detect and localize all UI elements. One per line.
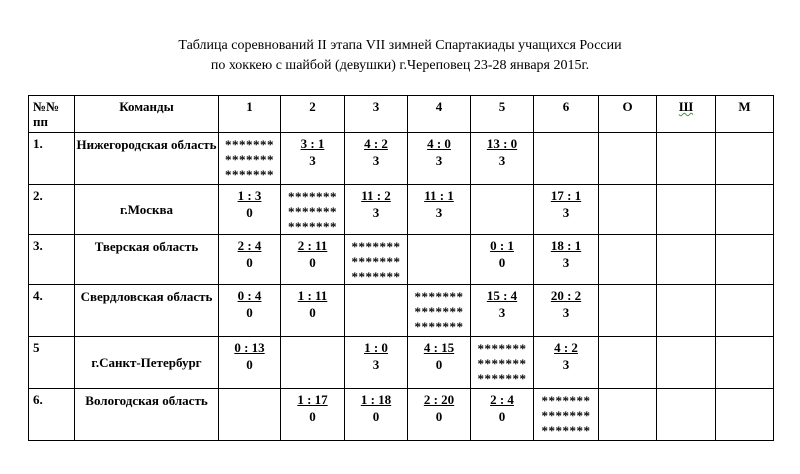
empty-cell bbox=[219, 389, 281, 441]
place-cell bbox=[716, 235, 774, 285]
header-col-6: 6 bbox=[534, 96, 599, 133]
match-score: 4 : 15 bbox=[423, 340, 455, 355]
table-row bbox=[29, 235, 774, 285]
match-score: 15 : 4 bbox=[486, 288, 518, 303]
total-points-cell bbox=[599, 337, 657, 389]
match-points: 3 bbox=[435, 153, 443, 168]
empty-cell bbox=[534, 133, 599, 185]
empty-cell bbox=[281, 337, 345, 389]
place-cell bbox=[716, 285, 774, 337]
row-number: 1. bbox=[29, 133, 75, 185]
header-col-1: 1 bbox=[219, 96, 281, 133]
match-result-cell bbox=[345, 389, 408, 441]
match-score: 4 : 0 bbox=[427, 136, 451, 151]
self-match-cell bbox=[219, 133, 281, 185]
goals-cell bbox=[657, 337, 716, 389]
goals-cell bbox=[657, 185, 716, 235]
match-score: 0 : 4 bbox=[237, 288, 262, 303]
header-col-5: 5 bbox=[471, 96, 534, 133]
match-points: 3 bbox=[309, 153, 316, 168]
header-teams: Команды bbox=[75, 96, 219, 133]
row-number: 5 bbox=[29, 337, 75, 389]
self-match-marker: ******* bbox=[541, 408, 591, 423]
match-score: 2 : 4 bbox=[237, 238, 262, 253]
match-score: 4 : 2 bbox=[554, 340, 578, 355]
match-points: 3 bbox=[372, 205, 380, 220]
self-match-cell bbox=[471, 337, 534, 389]
match-points: 3 bbox=[562, 205, 570, 220]
self-match-marker: ******* bbox=[351, 269, 401, 284]
team-name: Тверская область bbox=[75, 235, 219, 285]
match-points: 0 bbox=[309, 409, 316, 424]
self-match-cell bbox=[534, 389, 599, 441]
match-result-cell bbox=[281, 389, 345, 441]
match-result-cell bbox=[471, 285, 534, 337]
results-table bbox=[28, 95, 774, 441]
match-points: 0 bbox=[435, 357, 443, 372]
match-score: 20 : 2 bbox=[550, 288, 582, 303]
match-points: 0 bbox=[309, 255, 316, 270]
match-result-cell bbox=[534, 235, 599, 285]
self-match-marker: ******* bbox=[477, 371, 527, 386]
total-points-cell bbox=[599, 285, 657, 337]
match-score: 3 : 1 bbox=[300, 136, 325, 151]
match-points: 3 bbox=[498, 153, 506, 168]
row-number: 6. bbox=[29, 389, 75, 441]
header-place: М bbox=[716, 96, 774, 133]
self-match-marker: ******* bbox=[351, 239, 401, 254]
self-match-marker: ******* bbox=[414, 319, 464, 334]
match-points: 3 bbox=[562, 357, 570, 372]
self-match-marker: ******* bbox=[414, 289, 464, 304]
match-points: 3 bbox=[562, 305, 570, 320]
table-row bbox=[29, 133, 774, 185]
match-points: 3 bbox=[372, 357, 380, 372]
goals-cell bbox=[657, 389, 716, 441]
table-row bbox=[29, 285, 774, 337]
match-points: 0 bbox=[309, 305, 316, 320]
match-score: 1 : 3 bbox=[237, 188, 262, 203]
self-match-cell bbox=[345, 235, 408, 285]
match-result-cell bbox=[408, 337, 471, 389]
header-goals-label: Ш bbox=[678, 99, 694, 114]
self-match-marker: ******* bbox=[225, 152, 274, 167]
match-score: 1 : 11 bbox=[297, 288, 328, 303]
header-col-3: 3 bbox=[345, 96, 408, 133]
total-points-cell bbox=[599, 185, 657, 235]
place-cell bbox=[716, 337, 774, 389]
table-row bbox=[29, 337, 774, 389]
match-result-cell bbox=[408, 185, 471, 235]
self-match-marker: ******* bbox=[351, 254, 401, 269]
team-name: Свердловская область bbox=[75, 285, 219, 337]
self-match-marker: ******* bbox=[477, 341, 527, 356]
match-score: 0 : 1 bbox=[490, 238, 514, 253]
match-result-cell bbox=[408, 389, 471, 441]
match-score: 11 : 1 bbox=[424, 188, 454, 203]
table-row bbox=[29, 389, 774, 441]
place-cell bbox=[716, 185, 774, 235]
match-score: 18 : 1 bbox=[550, 238, 582, 253]
empty-cell bbox=[408, 235, 471, 285]
match-score: 2 : 11 bbox=[297, 238, 328, 253]
self-match-marker: ******* bbox=[225, 167, 274, 182]
self-match-marker: ******* bbox=[288, 204, 337, 219]
match-score: 11 : 2 bbox=[361, 188, 391, 203]
self-match-cell bbox=[281, 185, 345, 235]
match-points: 0 bbox=[498, 255, 506, 270]
match-points: 0 bbox=[246, 357, 253, 372]
match-result-cell bbox=[281, 285, 345, 337]
match-result-cell bbox=[471, 235, 534, 285]
match-score: 2 : 4 bbox=[490, 392, 514, 407]
team-name: г.Санкт-Петербург bbox=[75, 337, 219, 389]
goals-cell bbox=[657, 285, 716, 337]
self-match-marker: ******* bbox=[541, 393, 591, 408]
match-score: 2 : 20 bbox=[423, 392, 455, 407]
self-match-marker: ******* bbox=[541, 423, 591, 438]
team-name: г.Москва bbox=[75, 185, 219, 235]
goals-cell bbox=[657, 133, 716, 185]
place-cell bbox=[716, 133, 774, 185]
self-match-marker: ******* bbox=[414, 304, 464, 319]
row-number: 2. bbox=[29, 185, 75, 235]
self-match-cell bbox=[408, 285, 471, 337]
match-points: 0 bbox=[246, 205, 253, 220]
match-result-cell bbox=[534, 285, 599, 337]
header-goals bbox=[657, 96, 716, 133]
empty-cell bbox=[471, 185, 534, 235]
row-number: 4. bbox=[29, 285, 75, 337]
match-score: 0 : 13 bbox=[234, 340, 265, 355]
match-points: 0 bbox=[372, 409, 380, 424]
match-points: 0 bbox=[246, 305, 253, 320]
match-result-cell bbox=[471, 389, 534, 441]
title-line-2: по хоккею с шайбой (девушки) г.Череповец 23-28 января 2015г. bbox=[210, 58, 590, 73]
match-score: 17 : 1 bbox=[550, 188, 582, 203]
empty-cell bbox=[345, 285, 408, 337]
match-result-cell bbox=[534, 337, 599, 389]
header-col-4: 4 bbox=[408, 96, 471, 133]
row-number: 3. bbox=[29, 235, 75, 285]
match-score: 4 : 2 bbox=[364, 136, 388, 151]
match-result-cell bbox=[281, 133, 345, 185]
match-result-cell bbox=[281, 235, 345, 285]
header-col-2: 2 bbox=[281, 96, 345, 133]
self-match-marker: ******* bbox=[288, 189, 337, 204]
match-result-cell bbox=[408, 133, 471, 185]
match-points: 3 bbox=[562, 255, 570, 270]
match-points: 0 bbox=[435, 409, 443, 424]
total-points-cell bbox=[599, 235, 657, 285]
place-cell bbox=[716, 389, 774, 441]
self-match-marker: ******* bbox=[477, 356, 527, 371]
total-points-cell bbox=[599, 389, 657, 441]
match-points: 3 bbox=[372, 153, 380, 168]
match-points: 3 bbox=[435, 205, 443, 220]
match-result-cell bbox=[219, 285, 281, 337]
match-result-cell bbox=[219, 235, 281, 285]
goals-cell bbox=[657, 235, 716, 285]
table-row bbox=[29, 185, 774, 235]
match-score: 1 : 0 bbox=[364, 340, 388, 355]
match-points: 3 bbox=[498, 305, 506, 320]
match-result-cell bbox=[534, 185, 599, 235]
match-result-cell bbox=[345, 337, 408, 389]
match-score: 1 : 18 bbox=[360, 392, 392, 407]
total-points-cell bbox=[599, 133, 657, 185]
self-match-marker: ******* bbox=[288, 219, 337, 234]
match-points: 0 bbox=[246, 255, 253, 270]
team-name: Нижегородская область bbox=[75, 133, 219, 185]
match-score: 13 : 0 bbox=[486, 136, 518, 151]
header-points: О bbox=[599, 96, 657, 133]
match-score: 1 : 17 bbox=[297, 392, 328, 407]
match-result-cell bbox=[345, 185, 408, 235]
match-result-cell bbox=[471, 133, 534, 185]
header-num: №№ пп bbox=[29, 96, 75, 133]
match-points: 0 bbox=[498, 409, 506, 424]
match-result-cell bbox=[345, 133, 408, 185]
header-row bbox=[29, 96, 774, 133]
self-match-marker: ******* bbox=[225, 137, 274, 152]
title-line-1: Таблица соревнований II этапа VII зимней Спартакиады учащихся России bbox=[178, 38, 622, 53]
team-name: Вологодская область bbox=[75, 389, 219, 441]
match-result-cell bbox=[219, 185, 281, 235]
match-result-cell bbox=[219, 337, 281, 389]
